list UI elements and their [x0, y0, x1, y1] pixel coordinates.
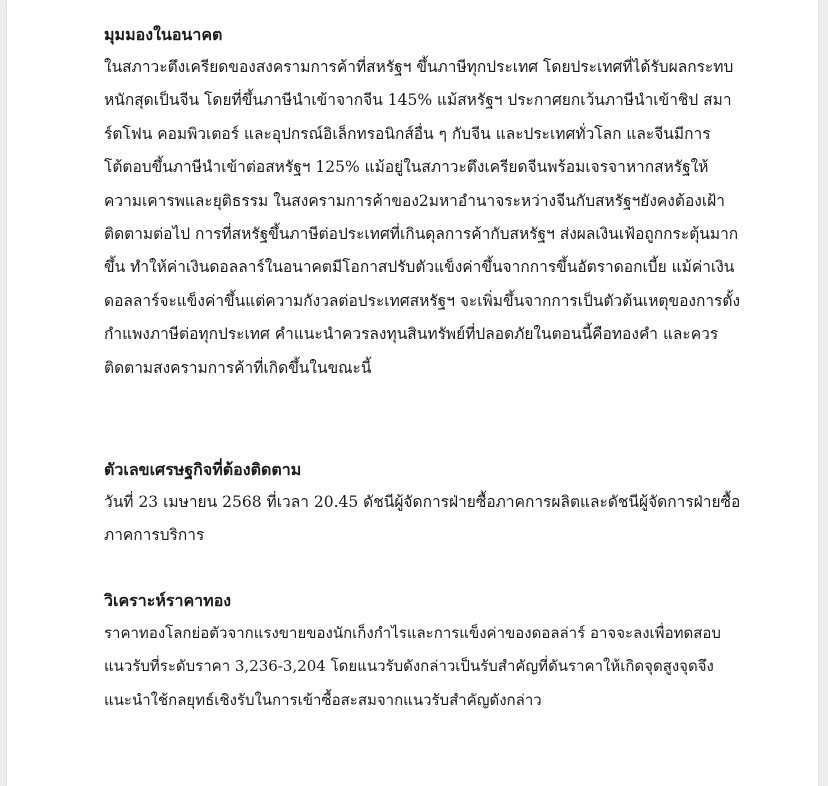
section-future-outlook	[104, 18, 744, 385]
section-economic-indicators	[104, 453, 744, 553]
document-content	[104, 18, 744, 717]
section-gold-analysis	[104, 584, 744, 717]
section-heading: ตัวเลขเศรษฐกิจที่ต้องติดตาม	[104, 460, 302, 480]
section-heading: วิเคราะห์ราคาทอง	[104, 590, 232, 610]
section-paragraph: วันที่ 23 เมษายน 2568 ที่เวลา 20.45 ดัชนีผู้จัดการฝ่ายซื้อภาคการผลิตและดัชนีผู้จัดการฝ่ายซื้อภาคการบริการ	[104, 493, 741, 545]
document-page	[7, 0, 818, 786]
section-paragraph: ราคาทองโลกย่อตัวจากแรงขายของนักเก็งกำไรและการแข็งค่าของดอลล่าร์ อาจจะลงเพื่อทดสอบแนวรับที่ระดับราคา 3,236-3,204 โดยแนวรับดังกล่าวเป็นรับสำคัญที่ดันราคาให้เกิดจุดสูงจุดจึงแนะนำใช้กลยุทธ์เชิงรับในการเข้าซื้อสะสมจากแนวรับสำคัญดังกล่าว	[104, 623, 721, 709]
section-paragraph: ในสภาวะตึงเครียดของสงครามการค้าที่สหรัฐฯ ขึ้นภาษีทุกประเทศ โดยประเทศที่ได้รับผลกระทบหนักสุดเป็นจีน โดยที่ขึ้นภาษีนำเข้าจากจีน 145% แม้สหรัฐฯ ประกาศยกเว้นภาษีนำเข้าชิป สมาร์ตโฟน คอมพิวเตอร์ และอุปกรณ์อิเล็กทรอนิกส์อื่น ๆ กับจีน และประเทศทั่วโลก และจีนมีการโต้ตอบขึ้นภาษีนำเข้าต่อสหรัฐฯ 125% แม้อยู่ในสภาวะตึงเครียดจีนพร้อมเจรจาหากสหรัฐให้ความเคารพและยุติธรรม ในสงครามการค้าของ2มหาอำนาจระหว่างจีนกับสหรัฐฯยังคงต้องเฝ้าติดตามต่อไป การที่สหรัฐขึ้นภาษีต่อประเทศที่เกินดุลการค้ากับสหรัฐฯ ส่งผลเงินเฟ้อถูกกระตุ้นมากขึ้น ทำให้ค่าเงินดอลลาร์ในอนาคตมีโอกาสปรับตัวแข็งค่าขึ้นจากการขึ้นอัตราดอกเบี้ย แม้ค่าเงินดอลลาร์จะแข็งค่าขึ้นแต่ความกังวลต่อประเทศสหรัฐฯ จะเพิ่มขึ้นจากการเป็นตัวต้นเหตุของการตั้งกำแพงภาษีต่อทุกประเทศ คำแนะนำควรลงทุนสินทรัพย์ที่ปลอดภัยในตอนนี้คือทองคำ และควรติดตามสงครามการค้าที่เกิดขึ้นในขณะนี้	[104, 58, 741, 377]
section-heading: มุมมองในอนาคต	[104, 25, 223, 44]
